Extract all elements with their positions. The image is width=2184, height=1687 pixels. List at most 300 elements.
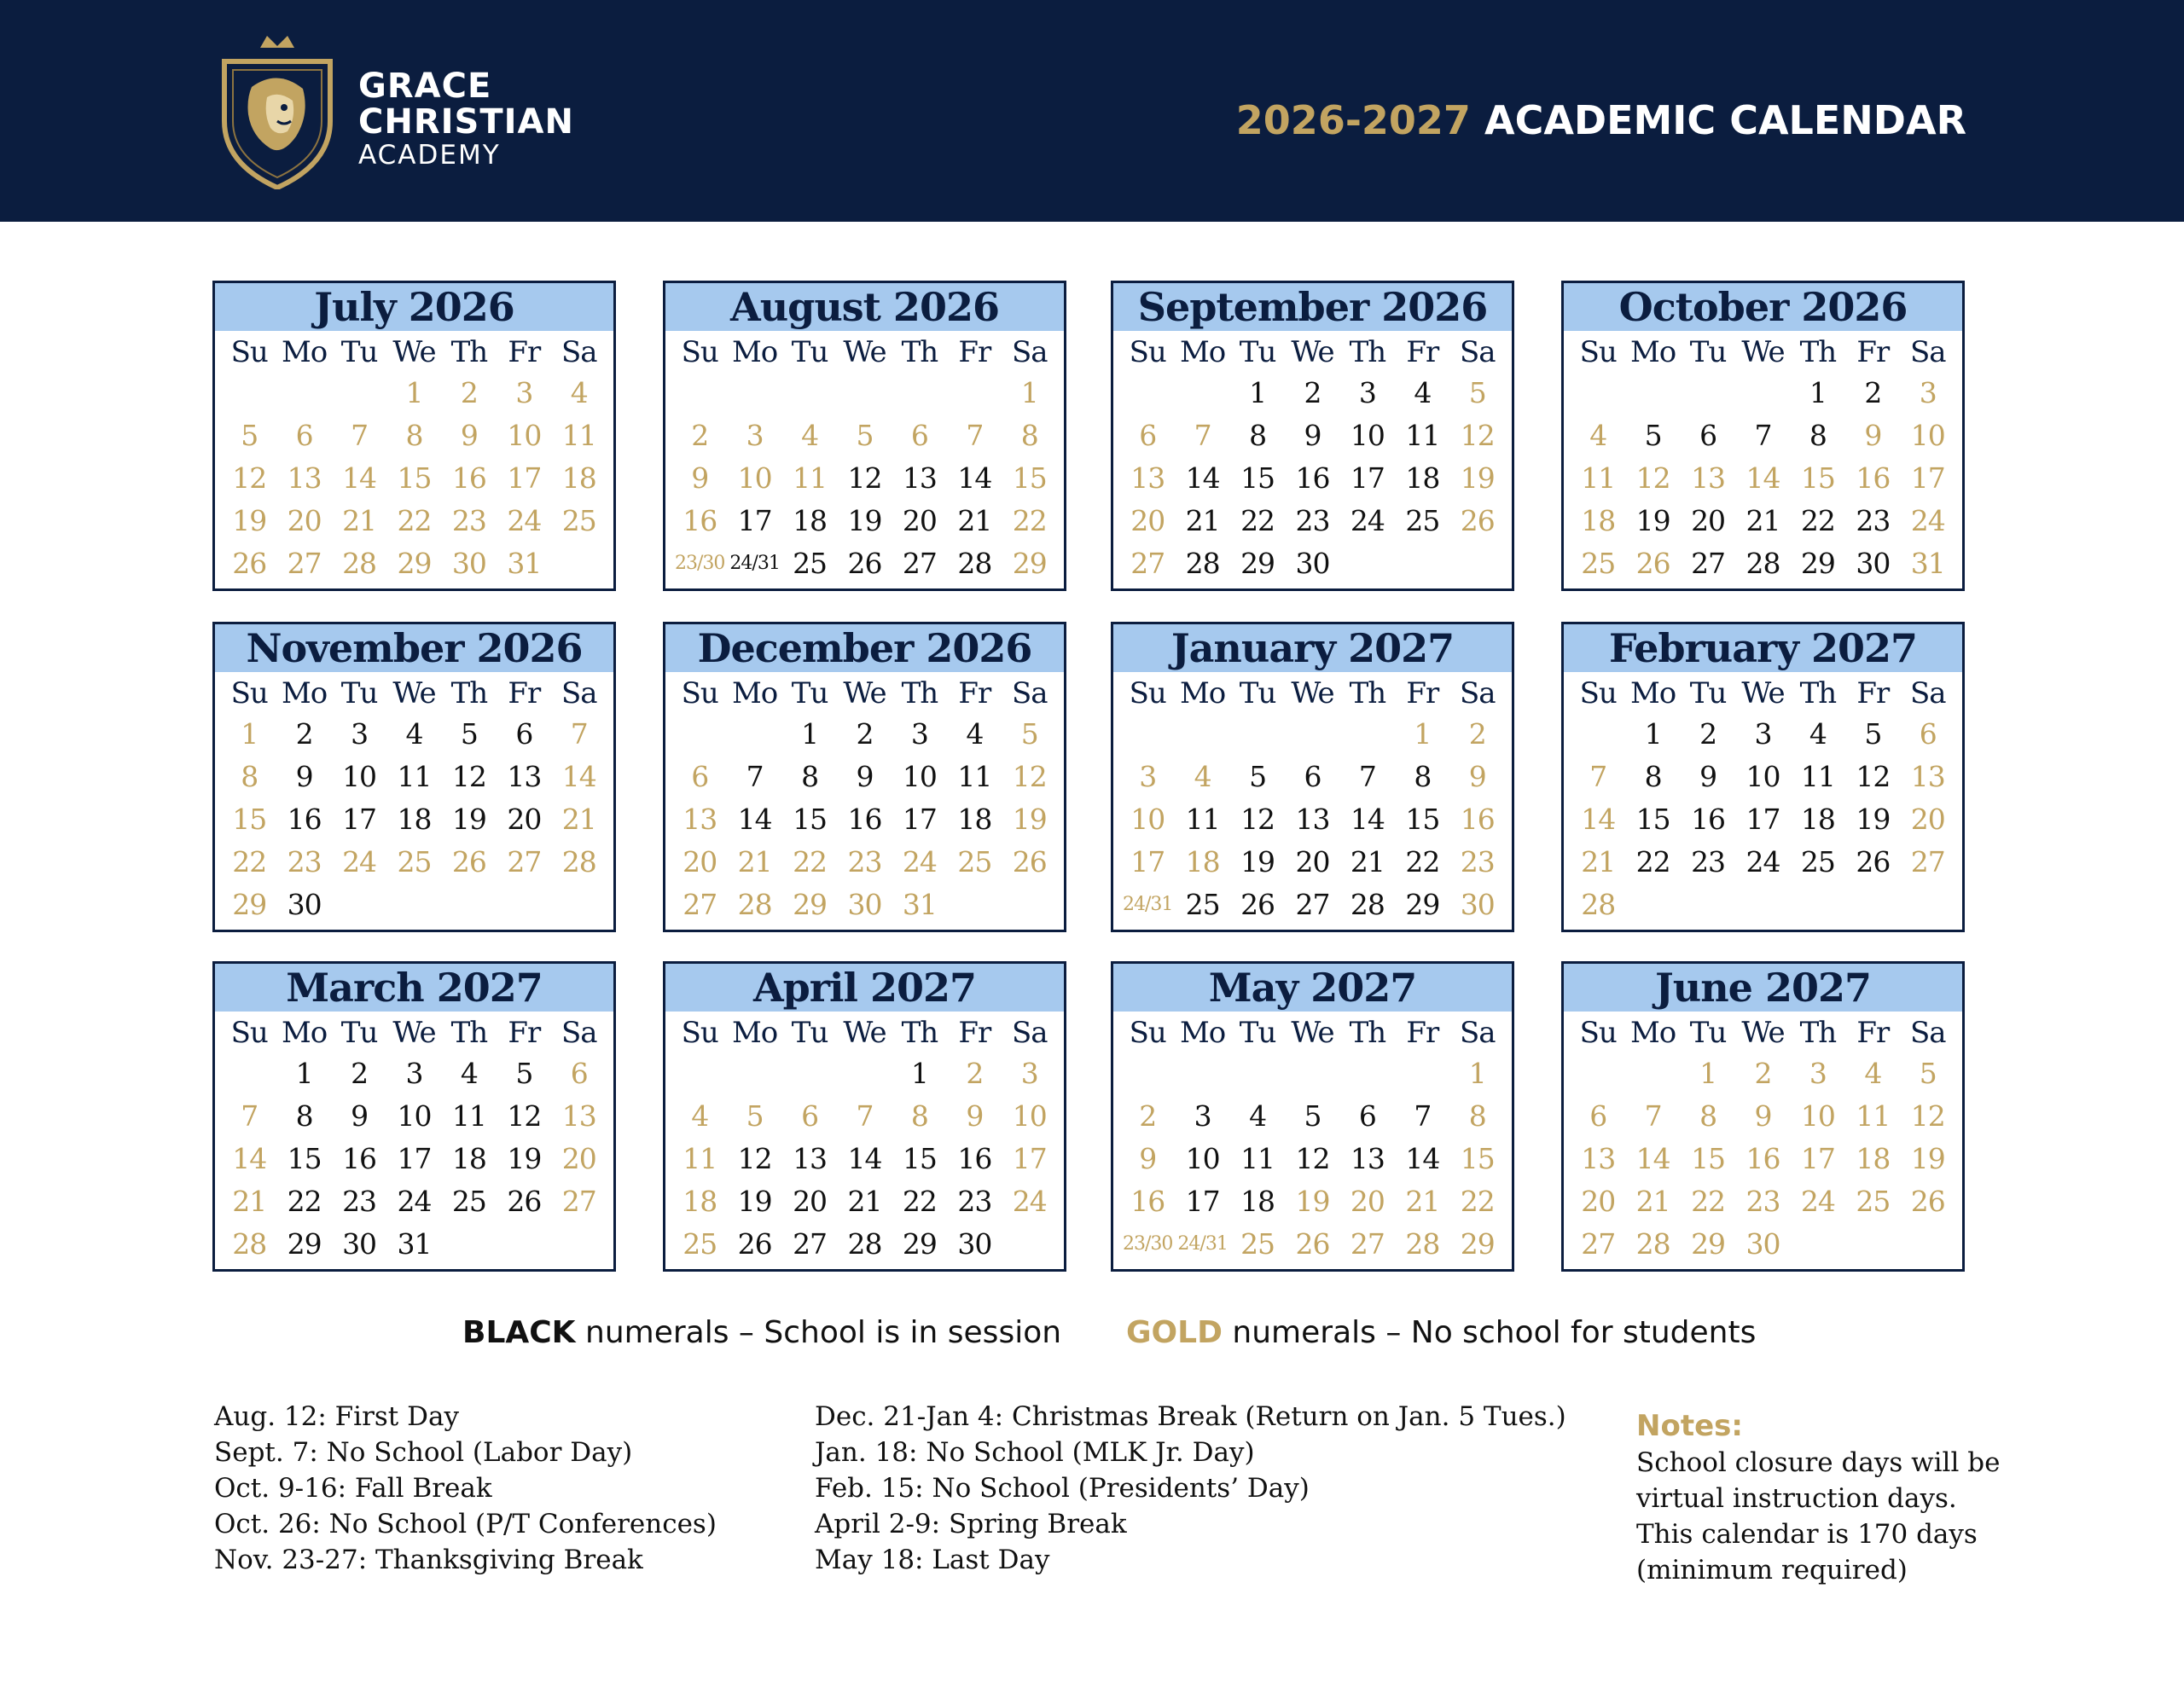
event-item: April 2-9: Spring Break bbox=[815, 1509, 1127, 1539]
day-cell: 9 bbox=[856, 760, 874, 793]
day-cell: 22 bbox=[1240, 504, 1275, 537]
event-item: Feb. 15: No School (Presidents’ Day) bbox=[815, 1473, 1310, 1504]
page-title-year: 2026-2027 bbox=[1235, 97, 1471, 143]
day-cell: 8 bbox=[1644, 760, 1662, 793]
day-cell: 21 bbox=[1405, 1185, 1440, 1218]
weekday-header: Mo bbox=[1629, 335, 1676, 369]
day-cell: 23/30 bbox=[1123, 1233, 1173, 1255]
day-cell: 26 bbox=[1240, 888, 1275, 921]
day-cell: 17 bbox=[507, 461, 542, 495]
day-cell: 2 bbox=[1304, 376, 1321, 409]
day-cell: 28 bbox=[1350, 888, 1385, 921]
month-title: May 2027 bbox=[1113, 964, 1512, 1012]
weekday-header: Sa bbox=[561, 676, 597, 710]
day-cell: 19 bbox=[232, 504, 267, 537]
weekday-header: Su bbox=[681, 1016, 718, 1050]
weekday-header: Su bbox=[230, 335, 268, 369]
weekday-header: Mo bbox=[731, 1016, 778, 1050]
month-title: June 2027 bbox=[1564, 964, 1962, 1012]
weekday-header: Sa bbox=[1460, 335, 1496, 369]
weekday-header: Mo bbox=[1629, 1016, 1676, 1050]
day-cell: 24 bbox=[1012, 1185, 1047, 1218]
weekday-header: Tu bbox=[340, 676, 378, 710]
day-cell: 24 bbox=[1745, 845, 1780, 878]
day-cell: 12 bbox=[1910, 1099, 1945, 1133]
weekday-header: Th bbox=[1349, 676, 1386, 710]
day-cell: 15 bbox=[1405, 803, 1440, 836]
day-cell: 15 bbox=[287, 1142, 322, 1175]
weekday-header: Tu bbox=[791, 335, 828, 369]
day-cell: 14 bbox=[561, 760, 596, 793]
events-list-left bbox=[214, 1399, 717, 1578]
day-cell: 30 bbox=[1295, 547, 1330, 580]
day-cell: 4 bbox=[460, 1057, 478, 1090]
day-cell: 27 bbox=[1130, 547, 1165, 580]
day-cell: 28 bbox=[232, 1227, 267, 1261]
day-cell: 5 bbox=[1919, 1057, 1937, 1090]
day-cell: 9 bbox=[295, 760, 313, 793]
day-cell: 24 bbox=[1800, 1185, 1835, 1218]
day-cell: 25 bbox=[1856, 1185, 1891, 1218]
day-cell: 10 bbox=[1910, 419, 1945, 452]
day-cell: 17 bbox=[737, 504, 772, 537]
day-cell: 25 bbox=[397, 845, 432, 878]
day-cell: 25 bbox=[451, 1185, 486, 1218]
weekday-header: Mo bbox=[1179, 335, 1226, 369]
day-cell: 27 bbox=[793, 1227, 828, 1261]
day-cell: 18 bbox=[682, 1185, 717, 1218]
day-cell: 28 bbox=[1635, 1227, 1670, 1261]
day-cell: 12 bbox=[507, 1099, 542, 1133]
day-cell: 6 bbox=[1139, 419, 1157, 452]
day-cell: 22 bbox=[1460, 1185, 1495, 1218]
month-grid bbox=[215, 672, 613, 926]
day-cell: 8 bbox=[241, 760, 258, 793]
weekday-header: Fr bbox=[1856, 1016, 1890, 1050]
legend-black bbox=[462, 1315, 1061, 1350]
weekday-header: Th bbox=[901, 1016, 938, 1050]
day-cell: 19 bbox=[507, 1142, 542, 1175]
day-cell: 24 bbox=[397, 1185, 432, 1218]
day-cell: 16 bbox=[342, 1142, 377, 1175]
day-cell: 9 bbox=[1304, 419, 1321, 452]
weekday-header: Fr bbox=[508, 335, 541, 369]
day-cell: 30 bbox=[847, 888, 882, 921]
day-cell: 29 bbox=[1012, 547, 1047, 580]
day-cell: 12 bbox=[1012, 760, 1047, 793]
day-cell: 1 bbox=[405, 376, 423, 409]
day-cell: 25 bbox=[561, 504, 596, 537]
day-cell: 5 bbox=[856, 419, 874, 452]
empty-cell bbox=[837, 372, 892, 415]
empty-cell bbox=[1230, 713, 1285, 756]
day-cell: 14 bbox=[232, 1142, 267, 1175]
day-cell: 20 bbox=[1910, 803, 1945, 836]
day-cell: 21 bbox=[342, 504, 377, 537]
day-cell: 30 bbox=[1745, 1227, 1780, 1261]
weekday-header: Sa bbox=[1910, 1016, 1946, 1050]
day-cell: 20 bbox=[1581, 1185, 1616, 1218]
day-cell: 7 bbox=[351, 419, 369, 452]
day-cell: 7 bbox=[856, 1099, 874, 1133]
day-cell: 11 bbox=[561, 419, 596, 452]
day-cell: 6 bbox=[1358, 1099, 1376, 1133]
empty-cell bbox=[892, 372, 947, 415]
day-cell: 10 bbox=[1012, 1099, 1047, 1133]
day-cell: 3 bbox=[1919, 376, 1937, 409]
day-cell: 24 bbox=[507, 504, 542, 537]
day-cell: 7 bbox=[1589, 760, 1607, 793]
month-march-2027 bbox=[212, 961, 616, 1272]
day-cell: 4 bbox=[570, 376, 588, 409]
day-cell: 18 bbox=[957, 803, 992, 836]
day-cell: 25 bbox=[1240, 1227, 1275, 1261]
day-cell: 23 bbox=[1691, 845, 1726, 878]
day-cell: 13 bbox=[1910, 760, 1945, 793]
weekday-header: Sa bbox=[1910, 335, 1946, 369]
empty-cell bbox=[222, 372, 276, 415]
day-cell: 23 bbox=[342, 1185, 377, 1218]
day-cell: 1 bbox=[1249, 376, 1267, 409]
day-cell: 29 bbox=[1405, 888, 1440, 921]
empty-cell bbox=[672, 1052, 727, 1095]
day-cell: 5 bbox=[460, 717, 478, 751]
weekday-header: Su bbox=[681, 676, 718, 710]
weekday-header: Fr bbox=[958, 335, 991, 369]
day-cell: 14 bbox=[1635, 1142, 1670, 1175]
day-cell: 18 bbox=[397, 803, 432, 836]
weekday-header: Su bbox=[230, 676, 268, 710]
weekday-header: Mo bbox=[281, 1016, 328, 1050]
day-cell: 20 bbox=[507, 803, 542, 836]
page-title bbox=[1236, 97, 1966, 143]
weekday-header: Mo bbox=[281, 335, 328, 369]
day-cell: 26 bbox=[1910, 1185, 1945, 1218]
empty-cell bbox=[672, 372, 727, 415]
day-cell: 19 bbox=[1910, 1142, 1945, 1175]
day-cell: 20 bbox=[1350, 1185, 1385, 1218]
day-cell: 27 bbox=[902, 547, 937, 580]
weekday-header: Tu bbox=[791, 676, 828, 710]
empty-cell bbox=[1175, 713, 1229, 756]
day-cell: 18 bbox=[1581, 504, 1616, 537]
day-cell: 11 bbox=[397, 760, 432, 793]
day-cell: 28 bbox=[957, 547, 992, 580]
day-cell: 27 bbox=[1691, 547, 1726, 580]
day-cell: 6 bbox=[570, 1057, 588, 1090]
weekday-header: Tu bbox=[1689, 676, 1727, 710]
day-cell: 24 bbox=[342, 845, 377, 878]
day-cell: 10 bbox=[1185, 1142, 1220, 1175]
month-grid bbox=[215, 1012, 613, 1266]
day-cell: 19 bbox=[737, 1185, 772, 1218]
day-cell: 3 bbox=[405, 1057, 423, 1090]
empty-cell bbox=[1175, 1052, 1229, 1095]
day-cell: 10 bbox=[1130, 803, 1165, 836]
day-cell: 14 bbox=[1405, 1142, 1440, 1175]
day-cell: 18 bbox=[451, 1142, 486, 1175]
day-cell: 22 bbox=[793, 845, 828, 878]
month-january-2027 bbox=[1111, 622, 1514, 932]
weekday-header: Fr bbox=[1856, 676, 1890, 710]
day-cell: 12 bbox=[737, 1142, 772, 1175]
weekday-header: We bbox=[392, 676, 436, 710]
weekday-header: Th bbox=[1349, 1016, 1386, 1050]
day-cell: 17 bbox=[1012, 1142, 1047, 1175]
weekday-header: Su bbox=[1129, 676, 1166, 710]
day-cell: 21 bbox=[232, 1185, 267, 1218]
day-cell: 25 bbox=[1405, 504, 1440, 537]
day-cell: 17 bbox=[342, 803, 377, 836]
day-cell: 21 bbox=[1635, 1185, 1670, 1218]
day-cell: 30 bbox=[451, 547, 486, 580]
day-cell: 22 bbox=[1691, 1185, 1726, 1218]
weekday-header: Mo bbox=[1179, 1016, 1226, 1050]
day-cell: 1 bbox=[1414, 717, 1432, 751]
empty-cell bbox=[837, 1052, 892, 1095]
day-cell: 26 bbox=[847, 547, 882, 580]
day-cell: 23 bbox=[1745, 1185, 1780, 1218]
school-name bbox=[358, 68, 574, 171]
day-cell: 20 bbox=[682, 845, 717, 878]
day-cell: 21 bbox=[957, 504, 992, 537]
empty-cell bbox=[1120, 372, 1175, 415]
weekday-header: Mo bbox=[281, 676, 328, 710]
day-cell: 29 bbox=[902, 1227, 937, 1261]
day-cell: 22 bbox=[287, 1185, 322, 1218]
day-cell: 22 bbox=[232, 845, 267, 878]
day-cell: 27 bbox=[1350, 1227, 1385, 1261]
day-cell: 21 bbox=[1581, 845, 1616, 878]
day-cell: 27 bbox=[1581, 1227, 1616, 1261]
month-title: February 2027 bbox=[1564, 624, 1962, 672]
day-cell: 10 bbox=[1350, 419, 1385, 452]
day-cell: 21 bbox=[561, 803, 596, 836]
day-cell: 28 bbox=[1185, 547, 1220, 580]
weekday-header: Tu bbox=[1689, 1016, 1727, 1050]
day-cell: 1 bbox=[1020, 376, 1038, 409]
day-cell: 19 bbox=[847, 504, 882, 537]
day-cell: 30 bbox=[1460, 888, 1495, 921]
month-title: April 2027 bbox=[665, 964, 1064, 1012]
notes-box bbox=[1636, 1407, 2001, 1588]
day-cell: 10 bbox=[902, 760, 937, 793]
day-cell: 5 bbox=[1249, 760, 1267, 793]
day-cell: 15 bbox=[793, 803, 828, 836]
weekday-header: Th bbox=[1349, 335, 1386, 369]
weekday-header: Th bbox=[450, 335, 488, 369]
day-cell: 24/31 bbox=[1177, 1233, 1228, 1255]
weekday-header: Sa bbox=[1460, 1016, 1496, 1050]
month-grid bbox=[1113, 672, 1512, 926]
day-cell: 27 bbox=[507, 845, 542, 878]
event-item: Jan. 18: No School (MLK Jr. Day) bbox=[815, 1437, 1255, 1468]
month-grid bbox=[1113, 331, 1512, 585]
day-cell: 26 bbox=[1012, 845, 1047, 878]
day-cell: 14 bbox=[1581, 803, 1616, 836]
weekday-header: Tu bbox=[1689, 335, 1727, 369]
empty-cell bbox=[1120, 1052, 1175, 1095]
day-cell: 19 bbox=[1012, 803, 1047, 836]
day-cell: 26 bbox=[232, 547, 267, 580]
day-cell: 29 bbox=[232, 888, 267, 921]
day-cell: 8 bbox=[1249, 419, 1267, 452]
day-cell: 28 bbox=[342, 547, 377, 580]
day-cell: 11 bbox=[1240, 1142, 1275, 1175]
weekday-header: Mo bbox=[1179, 676, 1226, 710]
day-cell: 6 bbox=[910, 419, 928, 452]
day-cell: 17 bbox=[902, 803, 937, 836]
day-cell: 22 bbox=[1405, 845, 1440, 878]
day-cell: 16 bbox=[1460, 803, 1495, 836]
day-cell: 14 bbox=[1185, 461, 1220, 495]
day-cell: 23 bbox=[451, 504, 486, 537]
month-may-2027 bbox=[1111, 961, 1514, 1272]
day-cell: 8 bbox=[1414, 760, 1432, 793]
day-cell: 18 bbox=[1800, 803, 1835, 836]
day-cell: 26 bbox=[1295, 1227, 1330, 1261]
day-cell: 20 bbox=[287, 504, 322, 537]
empty-cell bbox=[782, 372, 837, 415]
day-cell: 8 bbox=[405, 419, 423, 452]
day-cell: 22 bbox=[397, 504, 432, 537]
header-banner bbox=[0, 0, 2184, 222]
empty-cell bbox=[1340, 1052, 1395, 1095]
day-cell: 11 bbox=[1581, 461, 1616, 495]
weekday-header: Fr bbox=[508, 676, 541, 710]
day-cell: 21 bbox=[1185, 504, 1220, 537]
day-cell: 7 bbox=[1358, 760, 1376, 793]
day-cell: 22 bbox=[1635, 845, 1670, 878]
weekday-header: Fr bbox=[1406, 335, 1439, 369]
day-cell: 15 bbox=[232, 803, 267, 836]
day-cell: 5 bbox=[1020, 717, 1038, 751]
day-cell: 7 bbox=[1644, 1099, 1662, 1133]
legend-black-word: BLACK bbox=[462, 1315, 576, 1350]
day-cell: 21 bbox=[847, 1185, 882, 1218]
month-title: July 2026 bbox=[215, 283, 613, 331]
month-december-2026 bbox=[663, 622, 1066, 932]
day-cell: 23 bbox=[1295, 504, 1330, 537]
month-grid bbox=[665, 331, 1064, 585]
day-cell: 3 bbox=[910, 717, 928, 751]
day-cell: 29 bbox=[287, 1227, 322, 1261]
weekday-header: Sa bbox=[1910, 676, 1946, 710]
day-cell: 17 bbox=[1800, 1142, 1835, 1175]
day-cell: 13 bbox=[507, 760, 542, 793]
day-cell: 6 bbox=[1919, 717, 1937, 751]
day-cell: 13 bbox=[1350, 1142, 1385, 1175]
empty-cell bbox=[332, 372, 386, 415]
weekday-header: Tu bbox=[340, 1016, 378, 1050]
weekday-header: Mo bbox=[731, 676, 778, 710]
weekday-header: Tu bbox=[791, 1016, 828, 1050]
month-grid bbox=[665, 1012, 1064, 1266]
day-cell: 18 bbox=[1856, 1142, 1891, 1175]
day-cell: 26 bbox=[507, 1185, 542, 1218]
day-cell: 5 bbox=[515, 1057, 533, 1090]
day-cell: 29 bbox=[1240, 547, 1275, 580]
weekday-header: We bbox=[843, 1016, 886, 1050]
empty-cell bbox=[1285, 713, 1339, 756]
day-cell: 15 bbox=[1460, 1142, 1495, 1175]
day-cell: 6 bbox=[801, 1099, 819, 1133]
day-cell: 17 bbox=[1350, 461, 1385, 495]
day-cell: 2 bbox=[1864, 376, 1882, 409]
empty-cell bbox=[1571, 1052, 1625, 1095]
day-cell: 4 bbox=[801, 419, 819, 452]
day-cell: 21 bbox=[1745, 504, 1780, 537]
day-cell: 13 bbox=[287, 461, 322, 495]
day-cell: 5 bbox=[1468, 376, 1486, 409]
day-cell: 27 bbox=[287, 547, 322, 580]
day-cell: 25 bbox=[1800, 845, 1835, 878]
empty-cell bbox=[727, 1052, 781, 1095]
day-cell: 24 bbox=[1350, 504, 1385, 537]
day-cell: 13 bbox=[1691, 461, 1726, 495]
day-cell: 19 bbox=[451, 803, 486, 836]
day-cell: 15 bbox=[1240, 461, 1275, 495]
day-cell: 25 bbox=[793, 547, 828, 580]
day-cell: 14 bbox=[847, 1142, 882, 1175]
notes-line: (minimum required) bbox=[1636, 1555, 1908, 1586]
day-cell: 9 bbox=[1468, 760, 1486, 793]
day-cell: 16 bbox=[1856, 461, 1891, 495]
day-cell: 8 bbox=[1020, 419, 1038, 452]
day-cell: 13 bbox=[902, 461, 937, 495]
day-cell: 15 bbox=[397, 461, 432, 495]
day-cell: 11 bbox=[1800, 760, 1835, 793]
day-cell: 16 bbox=[287, 803, 322, 836]
school-name-line2: CHRISTIAN bbox=[358, 102, 574, 142]
weekday-header: Th bbox=[901, 335, 938, 369]
day-cell: 21 bbox=[1350, 845, 1385, 878]
day-cell: 9 bbox=[351, 1099, 369, 1133]
day-cell: 11 bbox=[957, 760, 992, 793]
day-cell: 25 bbox=[1581, 547, 1616, 580]
day-cell: 4 bbox=[691, 1099, 709, 1133]
day-cell: 6 bbox=[515, 717, 533, 751]
month-title: March 2027 bbox=[215, 964, 613, 1012]
day-cell: 20 bbox=[902, 504, 937, 537]
month-november-2026 bbox=[212, 622, 616, 932]
weekday-header: Sa bbox=[561, 1016, 597, 1050]
empty-cell bbox=[947, 372, 1002, 415]
day-cell: 10 bbox=[342, 760, 377, 793]
day-cell: 1 bbox=[1699, 1057, 1717, 1090]
day-cell: 15 bbox=[1012, 461, 1047, 495]
weekday-header: We bbox=[1741, 335, 1785, 369]
day-cell: 13 bbox=[561, 1099, 596, 1133]
day-cell: 8 bbox=[1809, 419, 1827, 452]
empty-cell bbox=[222, 1052, 276, 1095]
day-cell: 20 bbox=[793, 1185, 828, 1218]
weekday-header: Sa bbox=[1460, 676, 1496, 710]
day-cell: 1 bbox=[295, 1057, 313, 1090]
day-cell: 6 bbox=[1589, 1099, 1607, 1133]
day-cell: 18 bbox=[561, 461, 596, 495]
weekday-header: Fr bbox=[1406, 1016, 1439, 1050]
day-cell: 7 bbox=[241, 1099, 258, 1133]
day-cell: 5 bbox=[1644, 419, 1662, 452]
day-cell: 30 bbox=[1856, 547, 1891, 580]
day-cell: 5 bbox=[746, 1099, 764, 1133]
day-cell: 31 bbox=[902, 888, 937, 921]
day-cell: 11 bbox=[1405, 419, 1440, 452]
day-cell: 8 bbox=[910, 1099, 928, 1133]
day-cell: 24/31 bbox=[729, 553, 780, 574]
day-cell: 17 bbox=[1910, 461, 1945, 495]
